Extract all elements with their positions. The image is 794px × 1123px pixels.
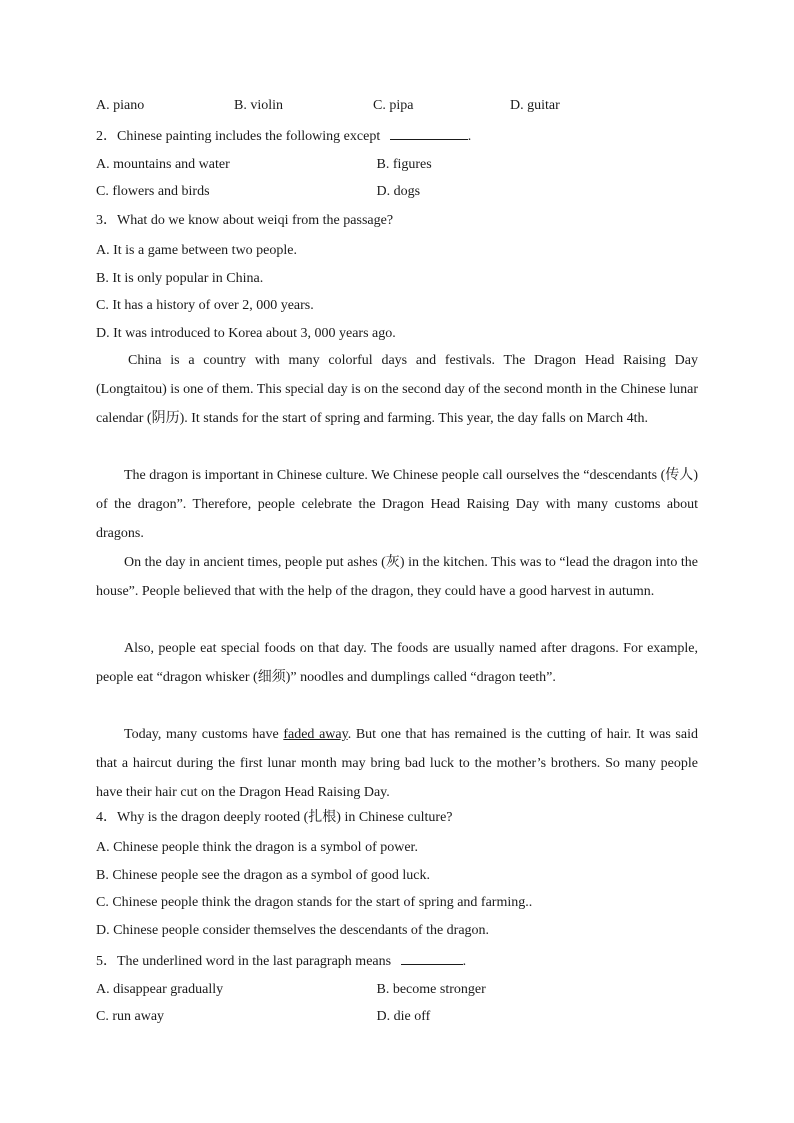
q2-option-b: B. figures: [376, 157, 432, 172]
q1-option-c: C. pipa: [373, 98, 414, 113]
q3-option-a: A. It is a game between two people.: [96, 243, 297, 258]
q4-stem: 4．Why is the dragon deeply rooted (扎根) in Chinese culture?: [96, 810, 453, 825]
passage-paragraph-4: Also, people eat special foods on that day. The foods are usually named after dragons. For example, people eat “dragon whisker (细须)” noodles and dumplings called “dragon teeth”.: [96, 641, 698, 685]
q4-option-a: A. Chinese people think the dragon is a symbol of power.: [96, 840, 418, 855]
q5-options-row1: [96, 981, 486, 999]
q1-option-b: B. violin: [234, 98, 284, 113]
q2-stem-end: .: [467, 129, 472, 144]
q2-answer-blank: [390, 126, 468, 140]
q5-option-d: D. die off: [376, 1009, 431, 1024]
q5-answer-blank: [401, 951, 463, 965]
q2-option-a: A. mountains and water: [96, 157, 230, 172]
q2-stem-text: 2．Chinese painting includes the following except: [96, 129, 381, 144]
q5-option-c: C. run away: [96, 1009, 165, 1024]
underlined-phrase: faded away: [283, 727, 348, 742]
q2-options-row1: [96, 156, 432, 174]
q5-option-a: A. disappear gradually: [96, 982, 224, 997]
q5-stem-end: .: [462, 954, 467, 969]
q3-option-b: B. It is only popular in China.: [96, 271, 264, 286]
q2-option-d: D. dogs: [376, 184, 421, 199]
q3-option-d: D. It was introduced to Korea about 3, 000 years ago.: [96, 326, 396, 341]
q2-stem: [96, 126, 471, 146]
q4-option-b: B. Chinese people see the dragon as a symbol of good luck.: [96, 868, 430, 883]
q3-option-c: C. It has a history of over 2, 000 years.: [96, 298, 314, 313]
q5-stem: [96, 951, 466, 971]
q1-options: [96, 97, 560, 115]
passage-paragraph-1: China is a country with many colorful days and festivals. The Dragon Head Raising Day (Longtaitou) is one of them. This special day is on the second day of the second month in the Chinese lunar calendar (阴历). It stands for the start of spring and farming. This year, the day falls on March 4th.: [96, 353, 698, 426]
q4-option-c: C. Chinese people think the dragon stands for the start of spring and farming..: [96, 895, 533, 910]
p5-text-after: . But one that has remained is the cutting of hair. It was said that a haircut during the first lunar month may bring bad luck to the mother’s brothers. So many people have their hair cut on the Dragon Head Raising Day.: [96, 727, 698, 800]
q5-stem-text: 5．The underlined word in the last paragraph means: [96, 954, 392, 969]
passage-paragraph-3: On the day in ancient times, people put ashes (灰) in the kitchen. This was to “lead the dragon into the house”. People believed that with the help of the dragon, they could have a good harvest in autumn.: [96, 555, 698, 599]
p5-text-before: Today, many customs have: [124, 727, 284, 742]
q2-options-row2: [96, 183, 420, 201]
q2-option-c: C. flowers and birds: [96, 184, 210, 199]
q3-stem: 3．What do we know about weiqi from the passage?: [96, 213, 394, 228]
q4-option-d: D. Chinese people consider themselves the descendants of the dragon.: [96, 923, 490, 938]
q5-option-b: B. become stronger: [376, 982, 486, 997]
q5-options-row2: [96, 1008, 430, 1026]
passage-paragraph-5: [96, 720, 698, 807]
q1-option-d: D. guitar: [510, 98, 560, 113]
passage-paragraph-2: The dragon is important in Chinese culture. We Chinese people call ourselves the “descendants (传人) of the dragon”. Therefore, people celebrate the Dragon Head Raising Day with many customs about dragons.: [96, 468, 698, 541]
q1-option-a: A. piano: [96, 98, 145, 113]
